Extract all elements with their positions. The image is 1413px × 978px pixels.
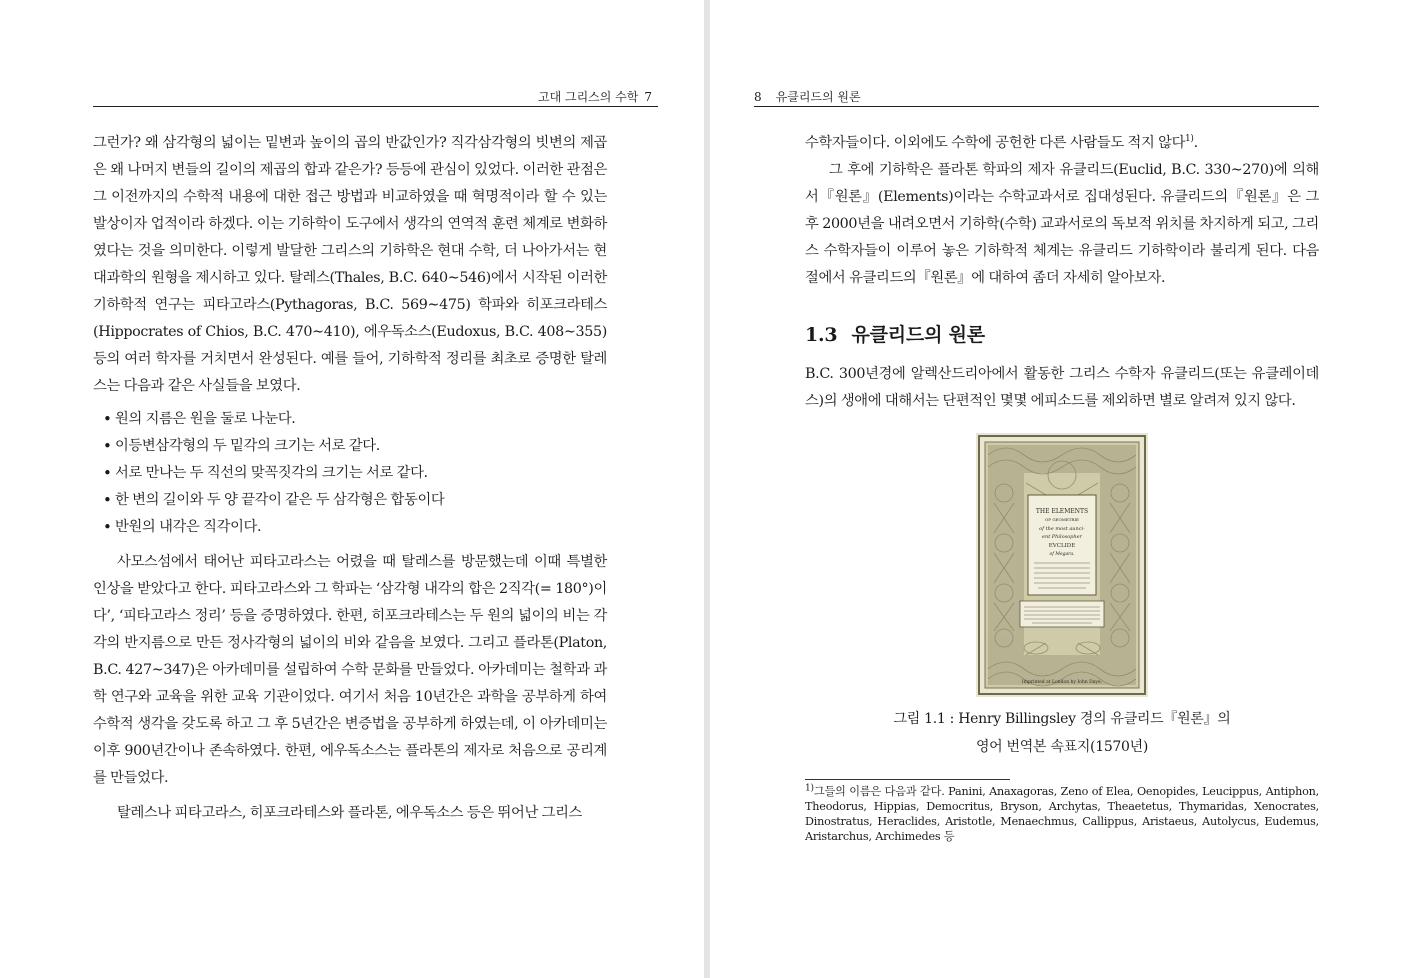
caption-line-1: 그림 1.1 : Henry Billingsley 경의 유클리드『원론』의 <box>893 711 1231 727</box>
thales-theorems-list <box>93 406 607 541</box>
right-paragraph-1 <box>805 130 1319 157</box>
footnote-text: 그들의 이름은 다음과 같다. Panini, Anaxagoras, Zeno of Elea, Oenopides, Leucippus, Antiphon, Theodorus, Hippias, Democritus, Bryson, Archytas, Theaetetus, Thymaridas, Xenocrates, Dinostratus, Heraclides, Aristotle, Menaechmus, Callippus, Aristaeus, Autolycus, Eudemus, Aristarchus, Archimedes 등 <box>805 785 1319 843</box>
image-title-line: THE ELEMENTS <box>1035 508 1089 515</box>
image-title-line: of the most aunci- <box>1039 526 1085 532</box>
list-item: • 원의 지름은 원을 둘로 나눈다. <box>115 406 607 433</box>
elements-title-page-image <box>976 433 1148 697</box>
section-body-text <box>805 361 1319 415</box>
image-title-line: EVCLIDE <box>1048 543 1076 549</box>
caption-line-2: 영어 번역본 속표지(1570년) <box>975 739 1149 755</box>
left-paragraph-2: 사모스섬에서 태어난 피타고라스는 어렸을 때 탈레스를 방문했는데 이때 특별한 인상을 받았다고 한다. 피타고라스와 그 학파는 ‘삼각형 내각의 합은 2직각(= 180°)이다’, ‘피타고라스 정리’ 등을 증명하였다. 한편, 히포크라테스는 두 원의 넓이의 비는 각각의 반지름으로 만든 정사각형의 넓이의 비와 같음을 보였다. 그리고 플라톤(Platon, B.C. 427∼347)은 아카데미를 설립하여 수학 문화를 만들었다. 아카데미는 철학과 과학 연구와 교육을 위한 교육 기관이었다. 여기서 처음 10년간은 과학을 공부하게 하여 수학적 생각을 갖도록 하고 그 후 5년간은 변증법을 공부하게 하였는데, 이 아카데미는 이후 900년간이나 존속하였다. 한편, 에우독소스는 플라톤의 제자로 처음으로 공리계를 만들었다. <box>93 554 607 786</box>
left-page-number: 7 <box>644 90 652 104</box>
left-header-title: 고대 그리스의 수학 <box>537 90 639 104</box>
footnote-rule <box>805 779 1010 780</box>
list-item: • 서로 만나는 두 직선의 맞꼭짓각의 크기는 서로 같다. <box>115 460 607 487</box>
image-imprint: Imprinted at London by Iohn Daye. <box>1021 680 1103 685</box>
image-title-line: OF GEOMETRIE <box>1045 517 1079 522</box>
section-heading <box>805 320 1319 347</box>
list-item: • 한 변의 길이와 두 양 끝각이 같은 두 삼각형은 합동이다 <box>115 487 607 514</box>
list-item: • 이등변삼각형의 두 밑각의 크기는 서로 같다. <box>115 433 607 460</box>
left-paragraph-3: 탈레스나 피타고라스, 히포크라테스와 플라톤, 에우독소스 등은 뛰어난 그리스 <box>117 805 582 821</box>
paragraph-text: 수학자들이다. 이외에도 수학에 공헌한 다른 사람들도 적지 않다 <box>805 135 1186 151</box>
image-title-line: of Megara. <box>1049 552 1075 557</box>
right-paragraph-2: 그 후에 기하학은 플라톤 학파의 제자 유클리드(Euclid, B.C. 330∼270)에 의해서『원론』(Elements)이라는 수학교과서로 집대성된다. 유클리드의『원론』은 그 후 2000년을 내려오면서 기하학(수학) 교과서로의 독보적 위치를 차지하게 되고, 그리스 수학자들이 이루어 놓은 기하학적 체계는 유클리드 기하학이라 불리게 된다. 다음 절에서 유클리드의『원론』에 대하여 좀더 자세히 알아보자. <box>805 162 1319 286</box>
right-running-head <box>754 88 1319 107</box>
image-title-line: ent Philosopher <box>1042 534 1082 540</box>
left-running-head <box>93 88 658 107</box>
left-paragraph-1: 그런가? 왜 삼각형의 넓이는 밑변과 높이의 곱의 반값인가? 직각삼각형의 빗변의 제곱은 왜 나머지 변들의 길이의 제곱의 합과 같은가? 등등에 관심이 있었다. 이러한 관점은 그 이전까지의 수학적 내용에 대한 접근 방법과 비교하였을 때 혁명적이라 할 수 있는 발상이자 업적이라 하겠다. 이는 기하학이 도구에서 생각의 연역적 훈련 체계로 변화하였다는 것을 의미한다. 이렇게 발달한 그리스의 기하학은 현대 수학, 더 나아가서는 현대과학의 원형을 제시하고 있다. 탈레스(Thales, B.C. 640∼546)에서 시작된 이러한 기하학적 연구는 피타고라스(Pythagoras, B.C. 569∼475) 학파와 히포크라테스(Hippocrates of Chios, B.C. 470∼410), 에우독소스(Eudoxus, B.C. 408∼355) 등의 여러 학자를 거치면서 완성된다. 예를 들어, 기하학적 정리를 최초로 증명한 탈레스는 다음과 같은 사실들을 보였다. <box>93 135 607 394</box>
right-paragraph-3: B.C. 300년경에 알렉산드리아에서 활동한 그리스 수학자 유클리드(또는 유클레이데스)의 생애에 대해서는 단편적인 몇몇 에피소드를 제외하면 별로 알려져 있지 않다. <box>805 366 1319 409</box>
list-item: • 반원의 내각은 직각이다. <box>115 514 607 541</box>
right-page <box>710 0 1413 978</box>
right-header-title: 유클리드의 원론 <box>775 90 861 104</box>
footnote-mark: 1) <box>805 783 814 794</box>
section-title: 유클리드의 원론 <box>851 324 985 346</box>
section-number: 1.3 <box>805 324 838 346</box>
footnote-reference[interactable]: 1) <box>1185 134 1194 145</box>
left-body-text <box>93 130 607 827</box>
left-page <box>0 0 704 978</box>
figure-1-1 <box>805 433 1319 761</box>
right-page-number: 8 <box>754 90 762 104</box>
right-column <box>805 130 1319 844</box>
right-body-text <box>805 130 1319 292</box>
paragraph-end: . <box>1193 135 1198 151</box>
figure-caption <box>805 705 1319 761</box>
footnote-1 <box>805 784 1319 844</box>
